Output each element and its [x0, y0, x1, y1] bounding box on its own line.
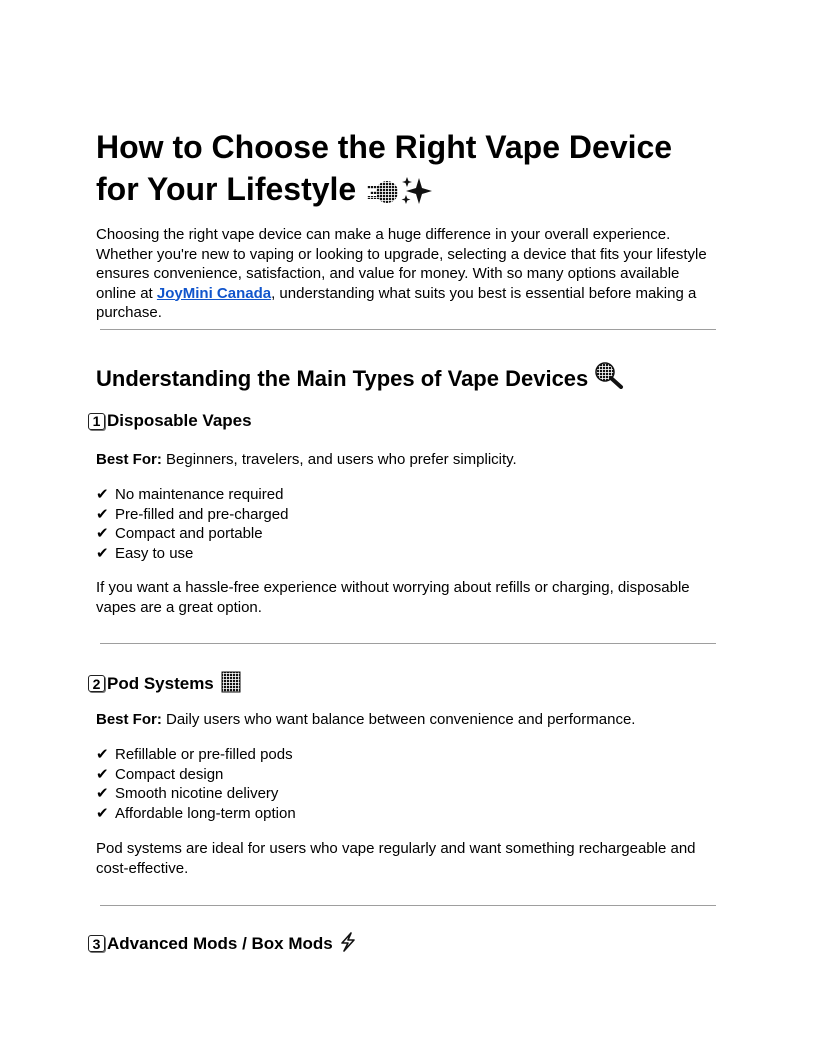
dash-icon: [365, 172, 399, 214]
best-for-line: [96, 710, 720, 730]
check-icon: ✔: [96, 544, 109, 562]
section-heading-text: Understanding the Main Types of Vape Devices: [96, 366, 589, 391]
page-title: [96, 126, 720, 214]
intro-paragraph: [96, 225, 720, 323]
best-for-label: Best For:: [96, 711, 162, 728]
type-heading-text: Advanced Mods / Box Mods: [107, 933, 333, 953]
type-heading-text: Pod Systems: [107, 673, 214, 693]
list-item: [96, 804, 720, 824]
check-icon: ✔: [96, 525, 109, 542]
feature-text: Affordable long-term option: [115, 804, 296, 822]
best-for-label: Best For:: [96, 451, 162, 468]
joymini-canada-link[interactable]: JoyMini Canada: [156, 284, 272, 302]
list-item: [96, 505, 720, 525]
sparkles-icon: [399, 172, 435, 214]
intro-text-end: , understanding what suits you best is essential before making a purchase.: [96, 284, 697, 321]
list-item: [96, 485, 720, 505]
divider: [100, 329, 716, 330]
feature-text: Pre-filled and pre-charged: [115, 505, 289, 523]
check-icon: ✔: [96, 746, 109, 763]
feature-text: Smooth nicotine delivery: [115, 785, 279, 802]
type-summary: Pod systems are ideal for users who vape regularly and want something rechargeable and cost-effective.: [96, 840, 696, 877]
list-item: [96, 524, 720, 544]
magnifying-glass-icon: [594, 366, 624, 391]
feature-list: [96, 745, 720, 823]
list-item: [96, 544, 720, 564]
feature-text: Compact design: [115, 765, 224, 783]
check-icon: ✔: [96, 505, 109, 523]
keycap-3-icon: 3: [88, 935, 105, 952]
feature-text: Easy to use: [115, 544, 194, 562]
type-heading-pod-systems: [88, 671, 241, 696]
check-icon: ✔: [96, 804, 109, 822]
list-item: [96, 784, 720, 804]
list-item: [96, 765, 720, 785]
divider: [100, 905, 716, 906]
feature-list: [96, 485, 720, 563]
type-heading-advanced-mods: [88, 932, 357, 955]
feature-text: No maintenance required: [115, 486, 284, 503]
check-icon: ✔: [96, 785, 109, 802]
check-icon: ✔: [96, 765, 109, 783]
pod-icon: [221, 671, 241, 696]
feature-text: Compact and portable: [115, 525, 263, 542]
best-for-line: [96, 450, 720, 470]
type-heading-disposable: [88, 410, 252, 432]
list-item: [96, 745, 720, 765]
keycap-1-icon: 1: [88, 413, 105, 430]
section-heading: [96, 361, 624, 394]
title-text: How to Choose the Right Vape Device for Your Lifestyle: [96, 129, 673, 207]
divider: [100, 643, 716, 644]
lightning-icon: [339, 932, 357, 955]
type-summary: If you want a hassle-free experience without worrying about refills or charging, disposable vapes are a great option.: [96, 579, 690, 616]
check-icon: ✔: [96, 486, 109, 503]
intro-text: Choosing the right vape device can make a huge difference in your overall experience. Whether you're new to vaping or looking to upgrade, selecting a device that fits your lifestyle ensures convenience, satisfaction, and value for money. With so many options available online at: [96, 226, 707, 302]
best-for-text: Daily users who want balance between convenience and performance.: [161, 711, 636, 728]
keycap-2-icon: 2: [88, 675, 105, 692]
best-for-text: Beginners, travelers, and users who prefer simplicity.: [161, 451, 517, 468]
type-heading-text: Disposable Vapes: [107, 411, 252, 430]
feature-text: Refillable or pre-filled pods: [115, 746, 293, 763]
